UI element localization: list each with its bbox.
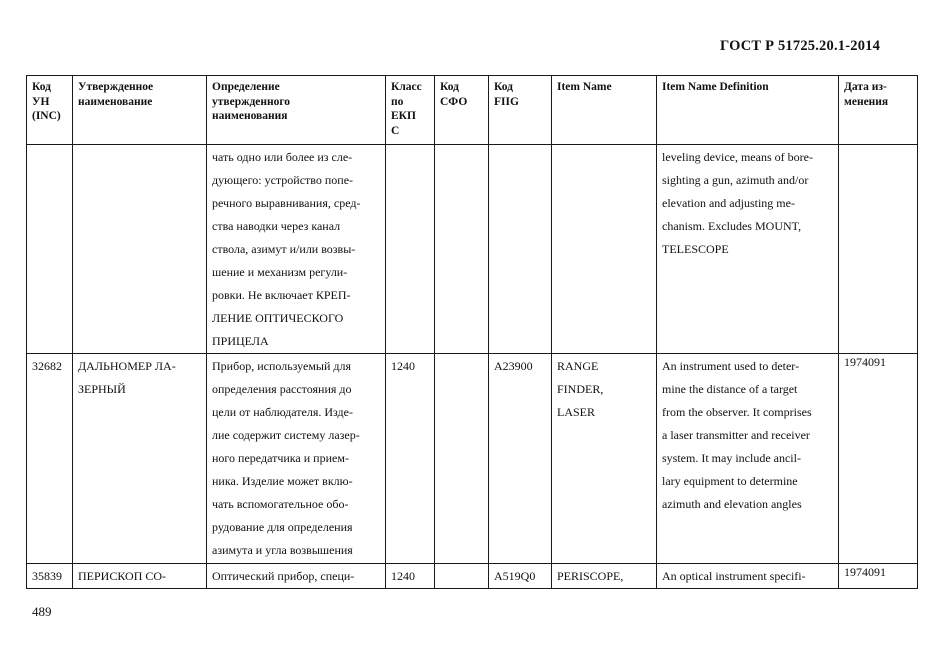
catalog-table [26, 75, 918, 589]
table-row [27, 564, 918, 589]
document-code: ГОСТ Р 51725.20.1-2014 [720, 38, 881, 54]
cell-change-date: 1974091 [839, 354, 918, 564]
cell-definition: чать одно или более из сле- дующего: устройство попе- речного выравнивания, сред- ства наводки через канал ствола, азимут и/или возвы- шение и механизм регули- ровки. Не включает КРЕП- ЛЕНИЕ ОПТИЧЕСКОГО ПРИЦЕЛА [207, 145, 386, 354]
col-header-definition: Определение утвержденного наименования [207, 76, 386, 145]
cell-item-name: PERISCOPE, [552, 564, 657, 589]
cell-approved-name [73, 145, 207, 354]
cell-change-date: 1974091 [839, 564, 918, 589]
cell-sfo [435, 564, 489, 589]
cell-class: 1240 [386, 354, 435, 564]
cell-item-name: RANGE FINDER, LASER [552, 354, 657, 564]
cell-approved-name: ДАЛЬНОМЕР ЛА- ЗЕРНЫЙ [73, 354, 207, 564]
table-header-row [27, 76, 918, 145]
col-header-item-definition: Item Name Definition [657, 76, 839, 145]
cell-definition: Оптический прибор, специ- [207, 564, 386, 589]
cell-class [386, 145, 435, 354]
cell-fiig: A23900 [489, 354, 552, 564]
col-header-fiig: Код FIIG [489, 76, 552, 145]
cell-inc: 35839 [27, 564, 73, 589]
table-row [27, 145, 918, 354]
col-header-approved-name: Утвержденное наименование [73, 76, 207, 145]
table-row [27, 354, 918, 564]
cell-item-definition: An instrument used to deter- mine the distance of a target from the observer. It comprises a laser transmitter and receiver system. It may include ancil- lary equipment to determine azimuth and elevation angles [657, 354, 839, 564]
col-header-inc: Код УН (INC) [27, 76, 73, 145]
col-header-class: Класс по ЕКП С [386, 76, 435, 145]
page-number: 489 [32, 604, 52, 619]
cell-inc [27, 145, 73, 354]
cell-approved-name: ПЕРИСКОП СО- [73, 564, 207, 589]
cell-inc: 32682 [27, 354, 73, 564]
cell-sfo [435, 354, 489, 564]
cell-fiig: A519Q0 [489, 564, 552, 589]
cell-class: 1240 [386, 564, 435, 589]
cell-definition: Прибор, используемый для определения расстояния до цели от наблюдателя. Изде- лие содержит систему лазер- ного передатчика и прием- ника. Изделие может вклю- чать вспомогательное обо- рудование для определения азимута и угла возвышения [207, 354, 386, 564]
cell-fiig [489, 145, 552, 354]
cell-sfo [435, 145, 489, 354]
col-header-item-name: Item Name [552, 76, 657, 145]
cell-change-date [839, 145, 918, 354]
cell-item-definition: An optical instrument specifi- [657, 564, 839, 589]
cell-item-name [552, 145, 657, 354]
col-header-change-date: Дата из- менения [839, 76, 918, 145]
col-header-sfo: Код СФО [435, 76, 489, 145]
cell-item-definition: leveling device, means of bore- sighting a gun, azimuth and/or elevation and adjusting me- chanism. Excludes MOUNT, TELESCOPE [657, 145, 839, 354]
